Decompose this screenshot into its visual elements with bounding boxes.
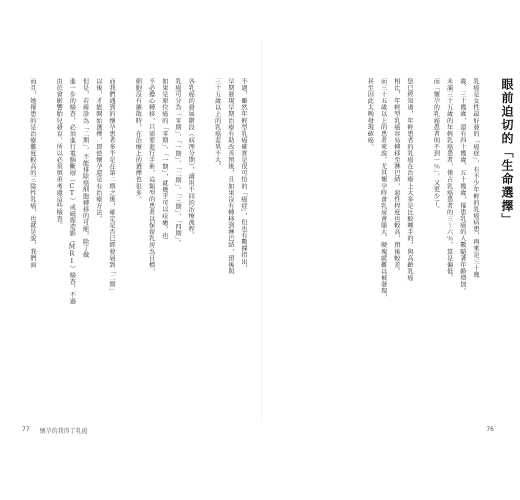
right-page-body <box>294 78 482 378</box>
text-column: 細胞沒有擴散時，在治療上的選擇也很多。 <box>134 78 142 203</box>
text-column: 由於會影響胎兒發育，所以必須慎重考慮這些檢查。 <box>55 78 63 229</box>
text-column <box>118 78 131 378</box>
text-column: 而「懷孕的乳癌患者則不到一％」，又更少了。 <box>432 78 440 213</box>
text-column: 早期發現早期治療有助改善預後，且如果沒有轉移到淋巴結，預後與 <box>226 78 234 275</box>
chapter-title: 眼前迫切的「生命選擇」 <box>500 78 514 227</box>
running-head: 懷孕的我得了乳癌 <box>39 428 88 435</box>
left-page-footer <box>22 426 88 435</box>
text-column: 但是，若確診為「二期」，不能排除癌細胞轉移的可能，除了做 <box>81 78 89 259</box>
text-column: 您已經知道，年輕患者的乳癌在治療上大多是比較棘手的，與高齡乳癌 <box>406 78 413 282</box>
text-column: 甚至因此太晚發現確癌。 <box>366 78 374 151</box>
right-page-number: 76 <box>486 426 494 433</box>
text-column: 進一步的檢查，必須進行電腦斷層（CT）或磁振造影（MRI）檢查，不過 <box>68 78 76 305</box>
text-column: 如果是原位癌的「零期」、「一期」，就幾乎可以痊癒，也 <box>160 78 168 239</box>
text-column: 而三十五歲以上的患者來說，尤其懷孕時會乳房會脹大、硬塊就難以被發現， <box>379 78 387 301</box>
text-column <box>39 78 52 378</box>
text-column: 而且，她罹患的是治療難度較高的三陰性乳癌，也就是說，我們面 <box>28 78 36 268</box>
text-column <box>416 78 429 378</box>
text-column: 不過，雖然年輕型乳癌確實是很可怕的「癌症」，但也有數據指出， <box>240 78 247 272</box>
text-column: 三十五歲以上的乳癌差異不大。 <box>213 78 221 170</box>
text-column: 而我們遇到的懷孕患者多半是在第二期之後，確定是否已經發展到「二期」 <box>108 78 115 295</box>
left-page-body <box>10 78 250 378</box>
text-column: 不必擔心轉移，只需要進行手術，這類型的患者以保留乳房為目標， <box>147 78 155 275</box>
text-column: 歲、三十幾歲，還有四十幾歲、五十幾歲，罹患乳癌的人數隨著年齡增加。 <box>458 78 466 295</box>
text-column: 各乳癌的發展階段（病理分期），適用不同的治療流程。 <box>187 78 195 239</box>
text-column: 乳癌可分為「零期」、「一期」、「二期」、「三期」、「四期」。 <box>174 78 181 247</box>
right-page <box>262 0 520 500</box>
left-page-number: 77 <box>22 426 30 433</box>
text-column: 乳癌是女性最好發的「癌症」，有不少年輕的乳癌病患，再來是三十幾 <box>472 78 479 278</box>
text-column: 相比，年輕型乳癌容易轉移至淋巴結，惡性程度也較高，預後較差。 <box>392 78 400 275</box>
text-column <box>197 78 210 378</box>
text-column: 未滿三十五歲的年輕乳癌患者，僅占乳癌患者的三～六％，算是偏低。 <box>445 78 453 282</box>
text-column: 以後，才能開始選擇，即使懷孕還是有治療方法。 <box>94 78 102 223</box>
